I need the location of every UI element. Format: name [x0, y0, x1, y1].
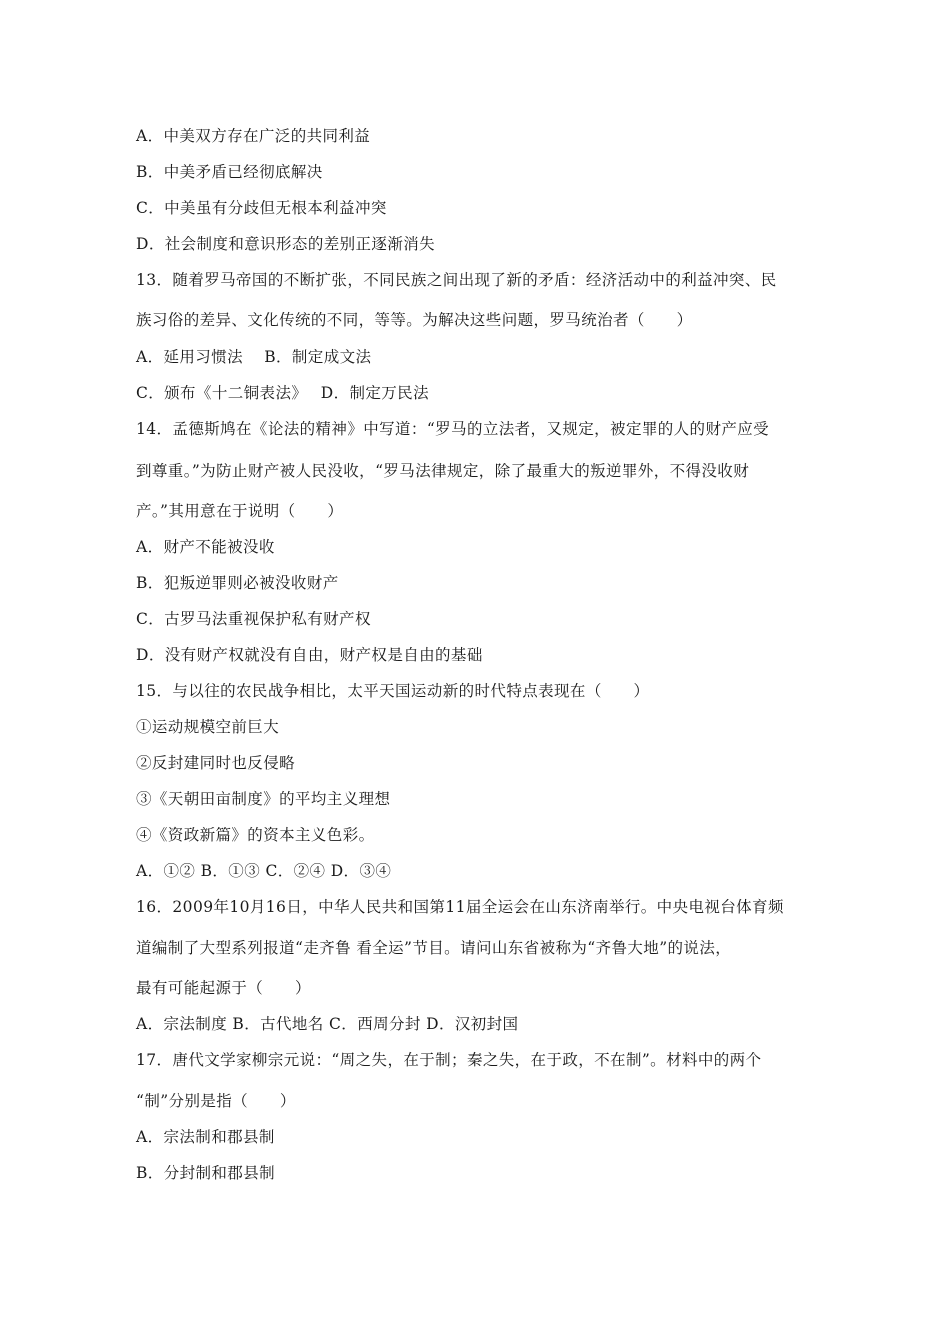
q15-options: A．①② B．①③ C．②④ D．③④ — [136, 862, 392, 880]
q14-stem-line2: 到尊重。”为防止财产被人民没收，“罗马法律规定，除了最重大的叛逆罪外，不得没收财 — [136, 462, 750, 480]
q14-stem-line3: 产。”其用意在于说明（ ） — [136, 502, 344, 520]
q13-options-cd: C．颁布《十二铜表法》 D．制定万民法 — [136, 384, 429, 402]
q16-options: A．宗法制度 B．古代地名 C．西周分封 D．汉初封国 — [136, 1015, 519, 1033]
q13-options-ab: A．延用习惯法 B．制定成文法 — [136, 348, 372, 366]
q16-stem-line3: 最有可能起源于（ ） — [136, 979, 311, 997]
q16-stem-line2: 道编制了大型系列报道“走齐鲁 看全运”节目。请问山东省被称为“齐鲁大地”的说法， — [136, 939, 732, 957]
q17-stem-line2: “制”分别是指（ ） — [136, 1092, 296, 1110]
q15-item-1: ①运动规模空前巨大 — [136, 718, 280, 736]
q12-option-d: D．社会制度和意识形态的差别正逐渐消失 — [136, 235, 436, 253]
q16-stem-line1: 16．2009年10月16日，中华人民共和国第11届全运会在山东济南举行。中央电视台体育频 — [136, 898, 784, 916]
q13-stem-line2: 族习俗的差异、文化传统的不同，等等。为解决这些问题，罗马统治者（ ） — [136, 311, 693, 329]
q13-stem-line1: 13．随着罗马帝国的不断扩张，不同民族之间出现了新的矛盾：经济活动中的利益冲突、民 — [136, 271, 777, 289]
q17-option-b: B．分封制和郡县制 — [136, 1164, 275, 1182]
q17-option-a: A．宗法制和郡县制 — [136, 1128, 275, 1146]
q12-option-b: B．中美矛盾已经彻底解决 — [136, 163, 323, 181]
q12-option-a: A．中美双方存在广泛的共同利益 — [136, 127, 371, 145]
q17-stem-line1: 17．唐代文学家柳宗元说：“周之失，在于制；秦之失，在于政，不在制”。材料中的两个 — [136, 1051, 762, 1069]
q15-stem: 15．与以往的农民战争相比，太平天国运动新的时代特点表现在（ ） — [136, 682, 650, 700]
q14-option-d: D．没有财产权就没有自由，财产权是自由的基础 — [136, 646, 483, 664]
q14-option-c: C．古罗马法重视保护私有财产权 — [136, 610, 371, 628]
q15-item-2: ②反封建同时也反侵略 — [136, 754, 296, 772]
q14-option-b: B．犯叛逆罪则必被没收财产 — [136, 574, 339, 592]
q15-item-3: ③《天朝田亩制度》的平均主义理想 — [136, 790, 391, 808]
q14-option-a: A．财产不能被没收 — [136, 538, 275, 556]
q14-stem-line1: 14．孟德斯鸠在《论法的精神》中写道：“罗马的立法者，又规定，被定罪的人的财产应受 — [136, 420, 770, 438]
q12-option-c: C．中美虽有分歧但无根本利益冲突 — [136, 199, 387, 217]
q15-item-4: ④《资政新篇》的资本主义色彩。 — [136, 826, 375, 844]
